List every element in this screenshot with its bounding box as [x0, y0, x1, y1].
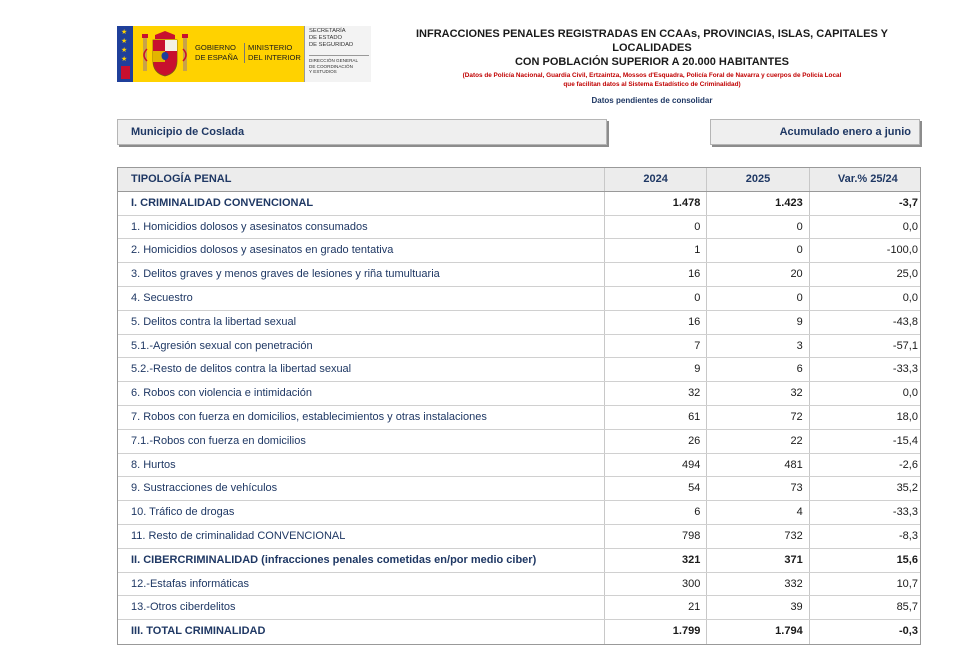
row-label: 9. Sustracciones de vehículos — [118, 477, 605, 500]
row-label: 4. Secuestro — [118, 287, 605, 310]
table-row — [118, 525, 920, 549]
coat-of-arms-icon — [139, 29, 191, 79]
row-label: 7.1.-Robos con fuerza en domicilios — [118, 430, 605, 453]
row-label: 5.1.-Agresión sexual con penetración — [118, 335, 605, 358]
value-variation: -3,7 — [899, 196, 918, 209]
pending-note: Datos pendientes de consolidar — [591, 96, 713, 105]
value-2025: 332 — [707, 573, 809, 596]
value-variation: 85,7 — [896, 601, 918, 614]
gobierno-line: GOBIERNO — [195, 43, 236, 52]
value-2025: 371 — [707, 549, 809, 572]
direccion-label — [309, 55, 369, 75]
row-label: 11. Resto de criminalidad CONVENCIONAL — [118, 525, 605, 548]
table-header-row — [118, 168, 920, 192]
value-2024: 1.478 — [605, 192, 707, 215]
page-title-line: CON POBLACIÓN SUPERIOR A 20.000 HABITANTES — [514, 56, 790, 68]
table-row — [118, 454, 920, 478]
value-2024: 300 — [605, 573, 707, 596]
value-variation: 15,6 — [896, 553, 918, 566]
value-variation: 0,0 — [902, 291, 918, 304]
row-label: 13.-Otros ciberdelitos — [118, 596, 605, 619]
column-header-variation: Var.% 25/24 — [837, 173, 898, 185]
value-2025: 20 — [707, 263, 809, 286]
direccion-line: DE COORDINACIÓN — [309, 63, 353, 69]
table-row — [118, 477, 920, 501]
value-variation: 0,0 — [902, 220, 918, 233]
value-2025: 0 — [707, 239, 809, 262]
table-row — [118, 406, 920, 430]
row-label: 10. Tráfico de drogas — [118, 501, 605, 524]
value-2025: 4 — [707, 501, 809, 524]
value-2024: 21 — [605, 596, 707, 619]
crime-table — [117, 167, 921, 645]
value-2024: 61 — [605, 406, 707, 429]
value-2024: 16 — [605, 311, 707, 334]
ministerio-line: MINISTERIO — [248, 43, 293, 52]
value-2024: 1 — [605, 239, 707, 262]
value-2025: 73 — [707, 477, 809, 500]
table-row — [118, 358, 920, 382]
value-variation: -33,3 — [892, 363, 918, 376]
table-row — [118, 216, 920, 240]
value-2025: 39 — [707, 596, 809, 619]
column-header-2024: 2024 — [605, 168, 707, 191]
row-label: 12.-Estafas informáticas — [118, 573, 605, 596]
table-row — [118, 192, 920, 216]
government-logo — [117, 26, 371, 82]
value-variation: 18,0 — [896, 410, 918, 423]
table-row — [118, 430, 920, 454]
table-row — [118, 263, 920, 287]
value-variation: -57,1 — [892, 339, 918, 352]
row-label: 5.2.-Resto de delitos contra la libertad sexual — [118, 358, 605, 381]
row-label: 5. Delitos contra la libertad sexual — [118, 311, 605, 334]
data-source-note — [380, 71, 924, 89]
value-2025: 481 — [707, 454, 809, 477]
value-variation: 25,0 — [896, 268, 918, 281]
value-2024: 7 — [605, 335, 707, 358]
table-row — [118, 549, 920, 573]
municipio-box: Municipio de Coslada — [117, 119, 607, 145]
star-icon: ★ — [121, 46, 128, 54]
row-label: II. CIBERCRIMINALIDAD (infracciones penales cometidas en/por medio ciber) — [118, 549, 605, 572]
value-2024: 494 — [605, 454, 707, 477]
value-2025: 3 — [707, 335, 809, 358]
flag-red-stripe — [121, 66, 130, 79]
value-variation: -15,4 — [892, 434, 918, 447]
value-2025: 22 — [707, 430, 809, 453]
page-title — [380, 27, 924, 69]
value-2024: 0 — [605, 287, 707, 310]
value-variation: -43,8 — [892, 315, 918, 328]
page-title-line: INFRACCIONES PENALES REGISTRADAS EN CCAAs, PROVINCIAS, ISLAS, CAPITALES Y LOCALIDADES — [415, 28, 889, 54]
secretaria-box — [304, 26, 371, 82]
value-2025: 1.794 — [707, 620, 809, 644]
value-2024: 54 — [605, 477, 707, 500]
secretaria-line: SECRETARÍA — [309, 28, 346, 34]
row-label: 8. Hurtos — [118, 454, 605, 477]
value-2024: 1.799 — [605, 620, 707, 644]
ministerio-label — [244, 43, 301, 63]
value-2025: 9 — [707, 311, 809, 334]
value-variation: 10,7 — [896, 577, 918, 590]
value-2024: 798 — [605, 525, 707, 548]
value-variation: -0,3 — [899, 625, 918, 638]
value-2024: 26 — [605, 430, 707, 453]
ministerio-line: DEL INTERIOR — [248, 53, 301, 62]
star-icon: ★ — [121, 28, 128, 36]
row-label: 7. Robos con fuerza en domicilios, establecimientos y otras instalaciones — [118, 406, 605, 429]
value-2025: 6 — [707, 358, 809, 381]
value-variation: 0,0 — [902, 387, 918, 400]
secretaria-line: DE SEGURIDAD — [309, 41, 354, 48]
eu-flag-strip — [117, 26, 133, 82]
value-2025: 0 — [707, 287, 809, 310]
table-row — [118, 287, 920, 311]
table-row — [118, 382, 920, 406]
table-row — [118, 335, 920, 359]
row-label: 6. Robos con violencia e intimidación — [118, 382, 605, 405]
period-box: Acumulado enero a junio — [710, 119, 920, 145]
data-source-line: que facilitan datos al Sistema Estadístico de Criminalidad) — [563, 81, 741, 88]
value-2024: 6 — [605, 501, 707, 524]
table-row — [118, 239, 920, 263]
value-2025: 32 — [707, 382, 809, 405]
value-variation: -100,0 — [886, 244, 918, 257]
secretaria-label — [309, 28, 353, 48]
row-label: I. CRIMINALIDAD CONVENCIONAL — [118, 192, 605, 215]
table-row — [118, 596, 920, 620]
value-variation: -33,3 — [892, 506, 918, 519]
gobierno-line: DE ESPAÑA — [195, 53, 238, 62]
direccion-line: Y ESTUDIOS — [309, 69, 337, 75]
table-row — [118, 311, 920, 335]
table-row — [118, 620, 920, 644]
logo-yellow-band — [117, 26, 304, 82]
value-2024: 321 — [605, 549, 707, 572]
value-variation: -2,6 — [899, 458, 918, 471]
value-2025: 0 — [707, 216, 809, 239]
value-2024: 0 — [605, 216, 707, 239]
value-2025: 72 — [707, 406, 809, 429]
column-header-2025: 2025 — [707, 168, 809, 191]
table-row — [118, 501, 920, 525]
row-label: 3. Delitos graves y menos graves de lesiones y riña tumultuaria — [118, 263, 605, 286]
value-2024: 9 — [605, 358, 707, 381]
value-variation: 35,2 — [896, 482, 918, 495]
value-2025: 1.423 — [707, 192, 809, 215]
gobierno-label — [195, 43, 238, 63]
value-2024: 16 — [605, 263, 707, 286]
value-variation: -8,3 — [899, 529, 918, 542]
row-label: III. TOTAL CRIMINALIDAD — [118, 620, 605, 644]
star-icon: ★ — [121, 55, 128, 63]
direccion-line: DIRECCIÓN GENERAL — [309, 58, 359, 63]
row-label: 1. Homicidios dolosos y asesinatos consumados — [118, 216, 605, 239]
value-2024: 32 — [605, 382, 707, 405]
secretaria-line: DE ESTADO — [309, 34, 343, 41]
table-row — [118, 573, 920, 597]
star-icon: ★ — [121, 37, 128, 45]
data-source-line: (Datos de Policía Nacional, Guardia Civil, Ertzaintza, Mossos d'Esquadra, Policía Foral de Navarra y cuerpos de Policía Local — [462, 72, 842, 79]
row-label: 2. Homicidios dolosos y asesinatos en grado tentativa — [118, 239, 605, 262]
value-2025: 732 — [707, 525, 809, 548]
column-header-tipologia: TIPOLOGÍA PENAL — [118, 168, 605, 191]
